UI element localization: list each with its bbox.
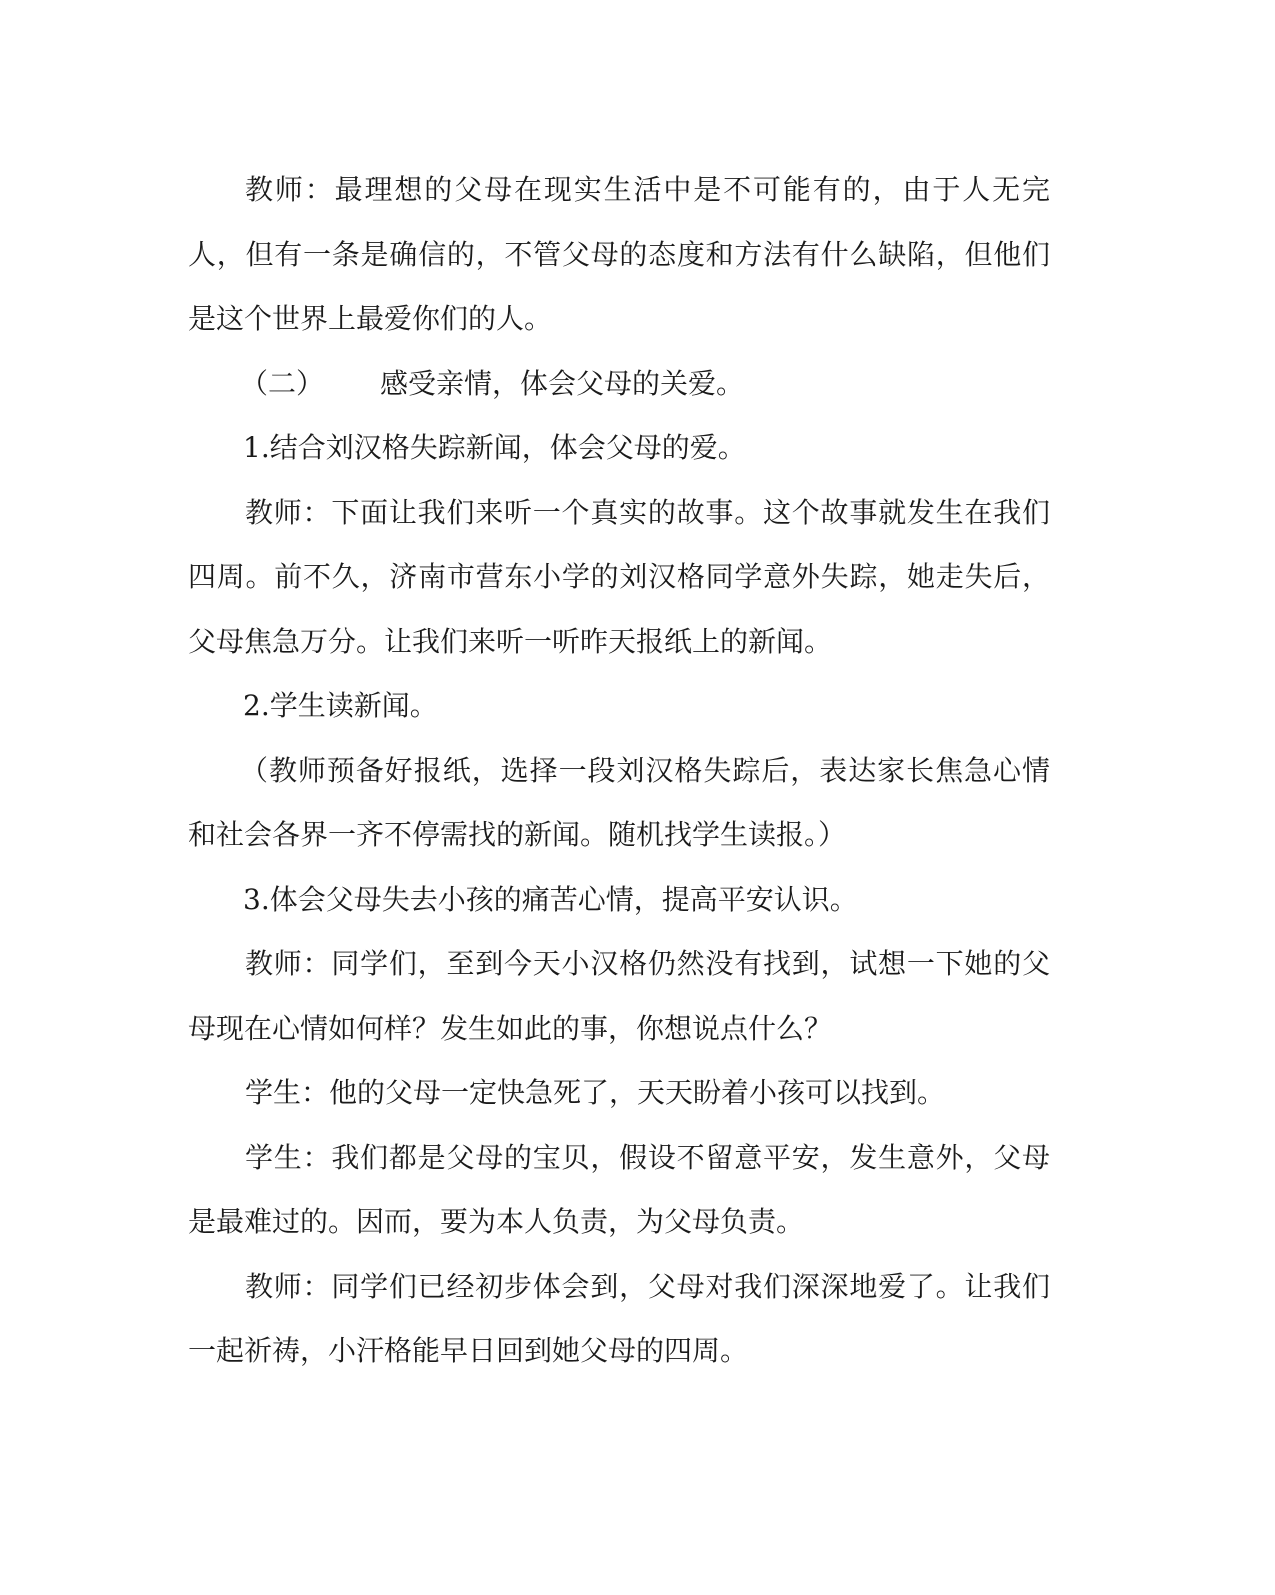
paragraph-student-1: 学生：他的父母一定快急死了，天天盼着小孩可以找到。 bbox=[245, 1076, 946, 1109]
paragraph-teacher-ideal-parents: 教师：最理想的父母在现实生活中是不可能有的，由于人无完人，但有一条是确信的，不管父母的态度和方法有什么缺陷，但他们是这个世界上最爱你们的人。 bbox=[188, 173, 1050, 335]
section-heading bbox=[188, 352, 1050, 417]
section-heading-number: （二） bbox=[240, 366, 325, 400]
list-item-3: 3.体会父母失去小孩的痛苦心情，提高平安认识。 bbox=[243, 882, 858, 916]
paragraph-teacher-closing: 教师：同学们已经初步体会到，父母对我们深深地爱了。让我们一起祈祷，小汗格能早日回到她父母的四周。 bbox=[188, 1269, 1050, 1367]
paragraph-student-2: 学生：我们都是父母的宝贝，假设不留意平安，发生意外，父母是最难过的。因而，要为本人负责，为父母负责。 bbox=[188, 1140, 1050, 1238]
section-heading-title: 感受亲情，体会父母的关爱。 bbox=[380, 366, 745, 400]
document-body bbox=[188, 158, 1050, 1384]
paragraph-teacher-story: 教师：下面让我们来听一个真实的故事。这个故事就发生在我们四周。前不久，济南市营东小学的刘汉格同学意外失踪，她走失后，父母焦急万分。让我们来听一听昨天报纸上的新闻。 bbox=[188, 495, 1050, 658]
paragraph-teacher-question: 教师：同学们，至到今天小汉格仍然没有找到，试想一下她的父母现在心情如何样？发生如此的事，你想说点什么？ bbox=[188, 947, 1050, 1045]
list-item-2: 2.学生读新闻。 bbox=[243, 689, 438, 722]
paragraph-note: （教师预备好报纸，选择一段刘汉格失踪后，表达家长焦急心情和社会各界一齐不停需找的新闻。随机找学生读报。） bbox=[188, 753, 1050, 851]
list-item-1: 1.结合刘汉格失踪新闻，体会父母的爱。 bbox=[243, 431, 746, 464]
